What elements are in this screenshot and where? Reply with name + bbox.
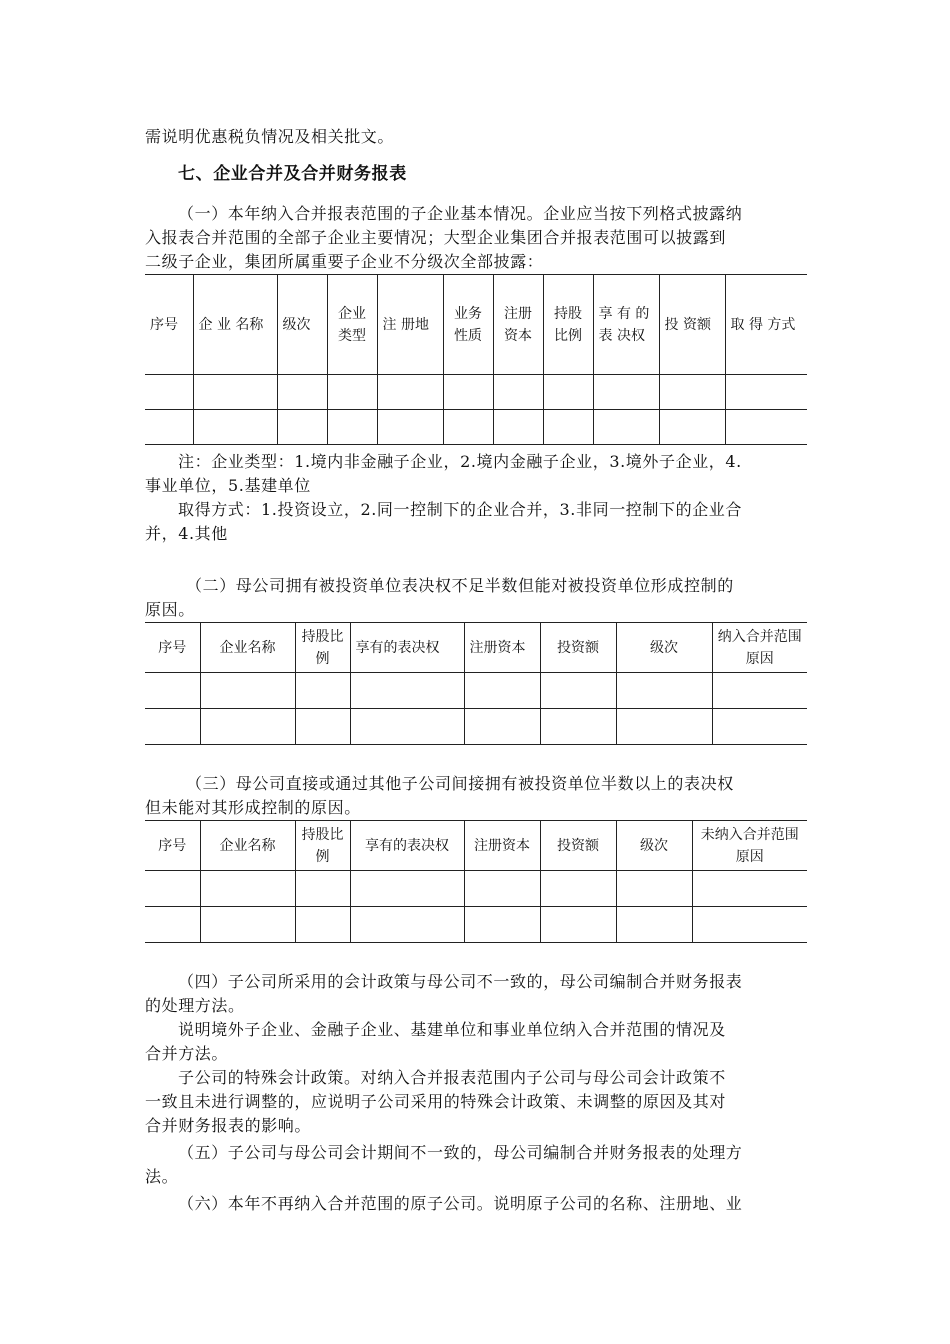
s4-paragraph-line: 一致且未进行调整的，应说明子公司采用的特殊会计政策、未调整的原因及其对 xyxy=(145,1092,727,1111)
s3-paragraph-line: （三）母公司直接或通过其他子公司间接拥有被投资单位半数以上的表决权 xyxy=(186,774,734,793)
column-header: 注册资本 xyxy=(464,821,540,871)
s5-paragraph-line: 法。 xyxy=(145,1167,179,1186)
s5-paragraph-line: （五）子公司与母公司会计期间不一致的，母公司编制合并财务报表的处理方 xyxy=(178,1143,743,1162)
table-row xyxy=(145,673,807,709)
control-reasons-table xyxy=(145,622,807,745)
column-header: 企 业 名称 xyxy=(193,275,277,375)
column-header: 持股比例 xyxy=(543,275,593,375)
s1-paragraph-line: 入报表合并范围的全部子企业主要情况；大型企业集团合并报表范围可以披露到 xyxy=(145,228,727,247)
table-row xyxy=(145,410,807,445)
table-header-row xyxy=(145,623,807,673)
column-header: 持股比例 xyxy=(295,623,350,673)
s2-paragraph-line: 原因。 xyxy=(145,600,195,619)
section-title: 七、企业合并及合并财务报表 xyxy=(178,164,407,184)
non-control-reasons-table xyxy=(145,820,807,943)
s1-paragraph-line: （一）本年纳入合并报表范围的子企业基本情况。企业应当按下列格式披露纳 xyxy=(178,204,743,223)
column-header: 注册资本 xyxy=(493,275,543,375)
table-header-row xyxy=(145,275,807,375)
column-header: 注 册地 xyxy=(377,275,443,375)
column-header: 享有的表决权 xyxy=(350,623,464,673)
column-header: 投资额 xyxy=(540,821,616,871)
column-header: 注册资本 xyxy=(464,623,540,673)
s1-paragraph-line: 二级子企业，集团所属重要子企业不分级次全部披露： xyxy=(145,252,544,271)
column-header: 取 得 方式 xyxy=(725,275,807,375)
column-header: 序号 xyxy=(145,623,200,673)
s1-note-line: 注：企业类型：1.境内非金融子企业，2.境内金融子企业，3.境外子企业，4. xyxy=(178,452,742,471)
table-row xyxy=(145,871,807,907)
column-header: 企业类型 xyxy=(327,275,377,375)
table-row xyxy=(145,709,807,745)
column-header: 投资额 xyxy=(540,623,616,673)
column-header: 纳入合并范围原因 xyxy=(712,623,807,673)
column-header: 级次 xyxy=(616,821,692,871)
column-header: 企业名称 xyxy=(200,821,295,871)
s4-paragraph-line: 合并方法。 xyxy=(145,1044,229,1063)
column-header: 企业名称 xyxy=(200,623,295,673)
s2-paragraph-line: （二）母公司拥有被投资单位表决权不足半数但能对被投资单位形成控制的 xyxy=(186,576,734,595)
column-header: 序号 xyxy=(145,821,200,871)
s4-paragraph-line: 子公司的特殊会计政策。对纳入合并报表范围内子公司与母公司会计政策不 xyxy=(178,1068,726,1087)
s1-note-line: 事业单位，5.基建单位 xyxy=(145,476,311,495)
s1-note-line: 取得方式：1.投资设立，2.同一控制下的企业合并，3.非同一控制下的企业合 xyxy=(178,500,742,519)
s4-paragraph-line: 说明境外子企业、金融子企业、基建单位和事业单位纳入合并范围的情况及 xyxy=(178,1020,726,1039)
column-header: 级次 xyxy=(616,623,712,673)
column-header: 投 资额 xyxy=(659,275,725,375)
column-header: 级次 xyxy=(277,275,327,375)
s4-paragraph-line: 的处理方法。 xyxy=(145,996,245,1015)
column-header: 持股比例 xyxy=(295,821,350,871)
intro-paragraph: 需说明优惠税负情况及相关批文。 xyxy=(145,127,395,146)
column-header: 享有的表决权 xyxy=(350,821,464,871)
table-header-row xyxy=(145,821,807,871)
s1-note-line: 并，4.其他 xyxy=(145,524,228,543)
column-header: 序号 xyxy=(145,275,193,375)
s4-paragraph-line: （四）子公司所采用的会计政策与母公司不一致的，母公司编制合并财务报表 xyxy=(178,972,743,991)
s4-paragraph-line: 合并财务报表的影响。 xyxy=(145,1116,312,1135)
s3-paragraph-line: 但未能对其形成控制的原因。 xyxy=(145,798,361,817)
column-header: 业务性质 xyxy=(443,275,493,375)
column-header: 享 有 的表 决权 xyxy=(593,275,659,375)
table-row xyxy=(145,375,807,410)
subsidiaries-table xyxy=(145,274,807,445)
column-header: 未纳入合并范围原因 xyxy=(692,821,807,871)
table-row xyxy=(145,907,807,943)
s6-paragraph-line: （六）本年不再纳入合并范围的原子公司。说明原子公司的名称、注册地、业 xyxy=(178,1194,743,1213)
